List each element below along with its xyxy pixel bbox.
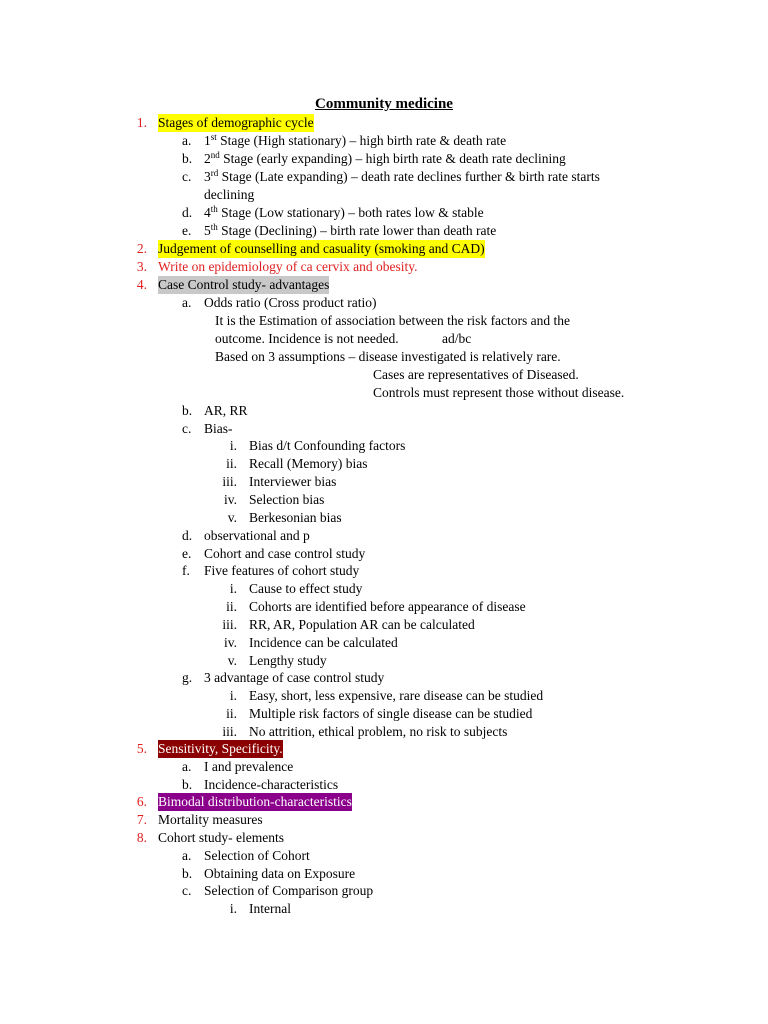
sub-text: Recall (Memory) bias <box>249 456 368 471</box>
item-text: Selection of Cohort <box>204 848 310 863</box>
sub-text: Interviewer bias <box>249 474 337 489</box>
item-marker: a. <box>182 133 192 148</box>
item-marker: a. <box>182 295 192 310</box>
section-heading: Stages of demographic cycle <box>158 115 314 130</box>
item-text: Cohort and case control study <box>204 546 366 561</box>
sub-marker: v. <box>227 653 237 668</box>
item-marker: d. <box>182 205 193 220</box>
item-marker: e. <box>182 223 192 238</box>
sub-marker: iv. <box>224 635 237 650</box>
section-number: 7. <box>136 812 147 827</box>
sub-text: Multiple risk factors of single disease can be studied <box>249 706 533 721</box>
section-number: 1. <box>136 115 147 130</box>
sub-text: Easy, short, less expensive, rare disease can be studied <box>249 688 544 703</box>
item-marker: c. <box>182 421 192 436</box>
section-number: 3. <box>136 259 147 274</box>
sub-text: Berkesonian bias <box>249 510 342 525</box>
item-text: 3rd Stage (Late expanding) – death rate declines further & birth rate starts <box>204 168 600 184</box>
item-text: Selection of Comparison group <box>204 883 374 898</box>
item-text: 3 advantage of case control study <box>204 670 385 685</box>
section-heading: Bimodal distribution-characteristics <box>158 794 352 809</box>
item-marker: c. <box>182 883 192 898</box>
sub-marker: i. <box>229 688 237 703</box>
section-number: 5. <box>136 741 147 756</box>
section-number: 6. <box>136 794 147 809</box>
item-text: observational and p <box>204 528 310 543</box>
section-heading: Case Control study- advantages <box>158 277 330 292</box>
sub-marker: i. <box>229 581 237 596</box>
item-marker: b. <box>182 866 193 881</box>
sub-text: Cohorts are identified before appearance of disease <box>249 599 526 614</box>
item-text: 1st Stage (High stationary) – high birth rate & death rate <box>204 132 507 148</box>
item-text: AR, RR <box>204 403 248 418</box>
item-marker: g. <box>182 670 193 685</box>
section-heading: Sensitivity, Specificity. <box>158 741 283 756</box>
formula-text: ad/bc <box>442 331 472 346</box>
item-marker: b. <box>182 403 193 418</box>
sub-text: Incidence can be calculated <box>249 635 398 650</box>
page-title: Community medicine <box>315 96 453 112</box>
item-text: I and prevalence <box>204 759 294 774</box>
item-text: Obtaining data on Exposure <box>204 866 356 881</box>
section-heading: Mortality measures <box>158 812 263 827</box>
sub-marker: iii. <box>222 724 237 739</box>
section-heading: Judgement of counselling and casuality (smoking and CAD) <box>158 241 485 256</box>
item-marker: d. <box>182 528 193 543</box>
item-marker: b. <box>182 151 193 166</box>
sub-text: Lengthy study <box>249 653 327 668</box>
sub-text: Selection bias <box>249 492 325 507</box>
sub-text: Bias d/t Confounding factors <box>249 438 406 453</box>
item-marker: b. <box>182 777 193 792</box>
sub-marker: v. <box>227 510 237 525</box>
item-text: 2nd Stage (early expanding) – high birth rate & death rate declining <box>204 150 566 166</box>
sub-marker: i. <box>229 438 237 453</box>
sub-text: No attrition, ethical problem, no risk to subjects <box>249 724 508 739</box>
section-heading: Cohort study- elements <box>158 830 284 845</box>
sub-text: RR, AR, Population AR can be calculated <box>249 617 475 632</box>
item-text: 4th Stage (Low stationary) – both rates low & stable <box>204 204 484 220</box>
sub-marker: iii. <box>222 474 237 489</box>
sub-marker: ii. <box>226 599 237 614</box>
sub-text: Cause to effect study <box>249 581 363 596</box>
item-marker: c. <box>182 169 192 184</box>
sub-marker: i. <box>229 901 237 916</box>
item-marker: a. <box>182 848 192 863</box>
sub-marker: iv. <box>224 492 237 507</box>
sub-marker: iii. <box>222 617 237 632</box>
document-page: Community medicine 1. Stages of demographic cycle a. 1st Stage (High stationary) – high birth rate & death rate b. 2nd Stage (early expanding) – high birth rate & death rate declining c. 3rd Stage (Late expanding) – death rate declines further & birth rate starts declining d. 4th Stage (Low stationary) – both rates low & stable e. 5th Stage (Declining) – birth rate lower than death rate 2. Judgement of counselling and casuality (smoking and CAD) 3. Write on epidemiology of ca cervix and obesity. 4. Case Control study- advantages a. Odds ratio (Cross product ratio) It is the Estimation of association between the risk factors and the outcome. Incidence is not needed. ad/bc Based on 3 assumptions – disease investigated is relatively rare. Cases are representatives of Diseased. Controls must represent those without disease. b. AR, RR c. Bias- i. Bias d/t Confounding factors ii. Recall (Memory) bias iii. Interviewer bias iv. Selection bias v. Berkesonian bias d. observational and p e. Cohort and case control study f. Five features of cohort study i. Cause to effect study ii. Cohorts are identified before appearance of disease iii. RR, AR, Population AR can be calculated iv. Incidence can be calculated v. Lengthy study g. 3 advantage of case control study i. Easy, short, less expensive, rare disease can be studied ii. Multiple risk factors of single disease can be studied iii. No attrition, ethical problem, no risk to subjects 5. Sensitivity, Specificity. a. I and prevalence b. Incidence-characteristics 6. Bimodal distribution-characteristics 7. Mortality measures 8. Cohort study- elements a. Selection of Cohort b. Obtaining data on Exposure c. Selection of Comparison group i. Internal <box>0 0 768 1024</box>
item-text: Odds ratio (Cross product ratio) <box>204 295 377 310</box>
item-marker: e. <box>182 546 192 561</box>
sub-text: Internal <box>249 901 291 916</box>
item-marker: f. <box>182 563 190 578</box>
item-text: Bias- <box>204 421 233 436</box>
sub-marker: ii. <box>226 706 237 721</box>
item-text: Incidence-characteristics <box>204 777 339 792</box>
section-number: 4. <box>136 277 147 292</box>
item-text: 5th Stage (Declining) – birth rate lower than death rate <box>204 222 497 238</box>
item-text: Five features of cohort study <box>204 563 360 578</box>
sub-marker: ii. <box>226 456 237 471</box>
section-number: 2. <box>136 241 147 256</box>
item-marker: a. <box>182 759 192 774</box>
section-number: 8. <box>136 830 147 845</box>
section-heading: Write on epidemiology of ca cervix and obesity. <box>158 259 418 274</box>
